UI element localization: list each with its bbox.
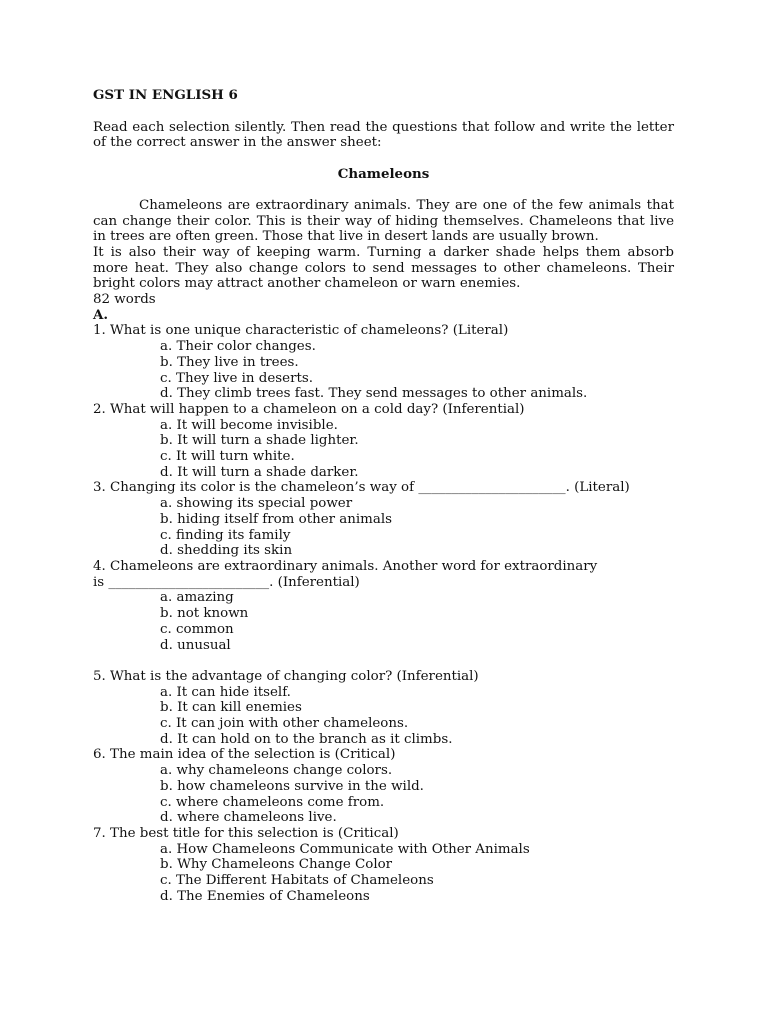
answer-option-c: c. where chameleons come from. [160, 794, 385, 810]
word-count: 82 words [93, 292, 156, 308]
question-5 [93, 669, 674, 748]
answer-option-a: a. why chameleons change colors. [160, 763, 393, 779]
paragraph-1: Chameleons are extraordinary animals. They are one of the few animals that can change their color. This is their way of hiding themselves. Chameleons that live in trees are often green. Those that live in desert lands are usually brown. [93, 197, 674, 245]
answer-option-b: b. Why Chameleons Change Color [160, 857, 393, 873]
answer-option-a: a. How Chameleons Communicate with Other Animals [160, 841, 530, 857]
answer-option-b: b. how chameleons survive in the wild. [160, 778, 424, 794]
answer-option-b: b. not known [160, 606, 249, 622]
answer-option-a: a. It will become invisible. [160, 417, 338, 433]
instructions: Read each selection silently. Then read the questions that follow and write the letter of the correct answer in the answer sheet: [93, 119, 674, 151]
question-7 [93, 826, 674, 905]
answer-option-d: d. shedding its skin [160, 543, 293, 559]
section-label: A. [93, 306, 109, 323]
paragraph-2: It is also their way of keeping warm. Turning a darker shade helps them absorb more heat. They also change colors to send messages to other chameleons. Their bright colors may attract another chameleon or warn enemies. [93, 244, 674, 292]
answer-option-d: d. It can hold on to the branch as it climbs. [160, 731, 453, 747]
question-text: 1. What is one unique characteristic of chameleons? (Literal) [93, 323, 509, 339]
answer-option-c: c. It will turn white. [160, 449, 295, 465]
answer-option-b: b. They live in trees. [160, 354, 299, 370]
spacer [93, 653, 674, 669]
answer-option-d: d. unusual [160, 637, 231, 653]
answer-option-c: c. They live in deserts. [160, 370, 313, 386]
answer-option-b: b. hiding itself from other animals [160, 511, 393, 527]
answer-option-c: c. finding its family [160, 527, 291, 543]
question-text: 2. What will happen to a chameleon on a cold day? (Inferential) [93, 401, 525, 417]
answer-option-c: c. The Different Habitats of Chameleons [160, 873, 434, 889]
question-text: 7. The best title for this selection is (Critical) [93, 825, 399, 841]
question-text: 5. What is the advantage of changing color? (Inferential) [93, 668, 479, 684]
question-text: 4. Chameleons are extraordinary animals. Another word for extraordinary [93, 558, 598, 574]
page-title: GST IN ENGLISH 6 [93, 87, 238, 103]
question-text: 6. The main idea of the selection is (Critical) [93, 747, 396, 763]
question-text-continued: is ________________________. (Inferential) [93, 574, 360, 590]
answer-option-c: c. It can join with other chameleons. [160, 716, 409, 731]
question-2 [93, 402, 674, 481]
question-6 [93, 747, 674, 826]
selection-title: Chameleons [337, 166, 430, 183]
answer-option-d: d. They climb trees fast. They send messages to other animals. [160, 386, 588, 402]
answer-option-a: a. amazing [160, 590, 234, 606]
question-1 [93, 323, 674, 402]
answer-option-d: d. It will turn a shade darker. [160, 464, 359, 480]
answer-option-d: d. The Enemies of Chameleons [160, 888, 370, 904]
answer-option-a: a. It can hide itself. [160, 684, 291, 700]
question-4 [93, 559, 674, 653]
question-text: 3. Changing its color is the chameleon’s way of ______________________. (Literal) [93, 480, 630, 496]
answer-option-c: c. common [160, 621, 234, 637]
answer-option-d: d. where chameleons live. [160, 810, 337, 826]
answer-option-b: b. It will turn a shade lighter. [160, 433, 359, 449]
answer-option-a: a. showing its special power [160, 496, 353, 512]
answer-option-b: b. It can kill enemies [160, 700, 302, 716]
question-3 [93, 480, 674, 559]
answer-option-a: a. Their color changes. [160, 339, 316, 355]
